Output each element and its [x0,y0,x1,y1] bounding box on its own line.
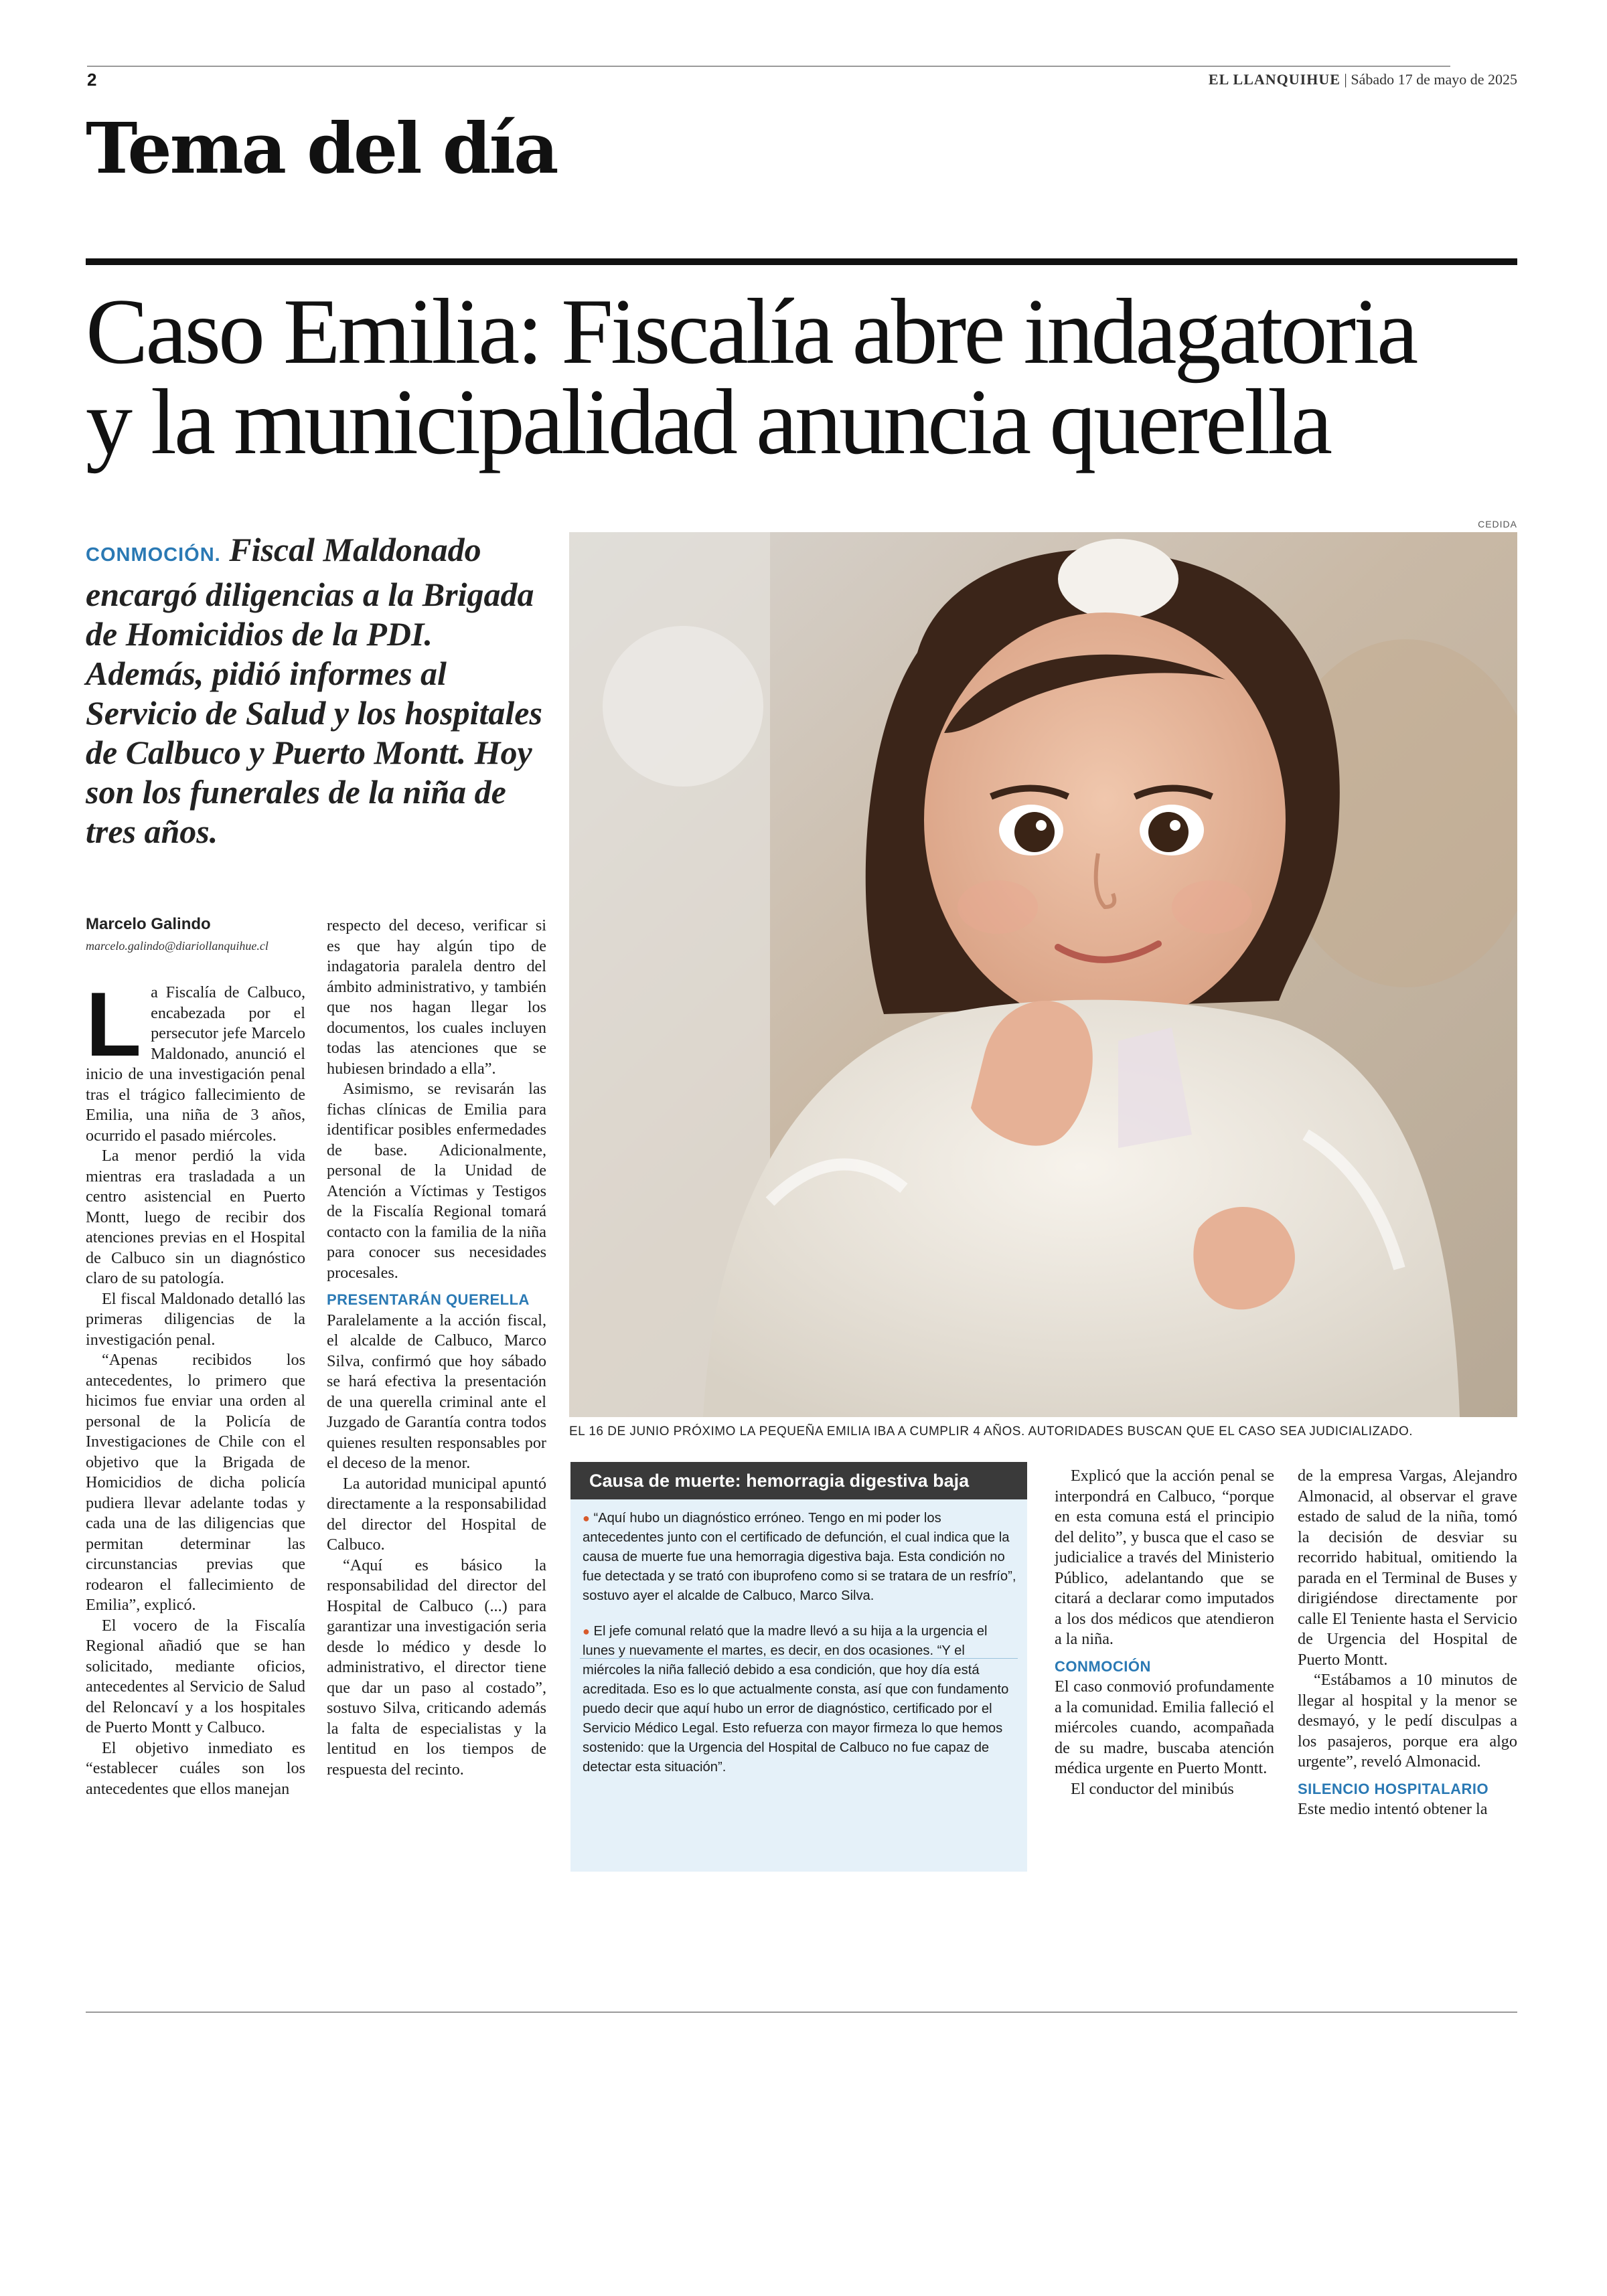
masthead: EL LLANQUIHUE | Sábado 17 de mayo de 2025 [1208,71,1517,88]
lead-kicker: CONMOCIÓN. [86,544,221,566]
issue-date: Sábado 17 de mayo de 2025 [1351,71,1517,88]
bullet-icon: ● [583,1511,590,1525]
paper-name: EL LLANQUIHUE [1208,71,1341,88]
paragraph-15: de la empresa Vargas, Alejandro Almonacid, al observar el grave estado de salud de la niña, tomó la decisión de desviar su recorrido habitual, omitiendo la parada en el Terminal de Buses y dirigiéndose directamente por calle El Teniente hasta el Servicio de Urgencia del Hospital de Puerto Montt. [1298,1467,1517,1669]
paragraph-5: El vocero de la Fiscalía Regional añadió que se han solicitado, mediante oficios, antecedentes al Servicio de Salud del Reloncaví y a los hospitales de Puerto Montt y Calbuco. [86,1616,305,1736]
article-column-4 [1298,1466,1517,1820]
paragraph-9: Paralelamente a la acción fiscal, el alcalde de Calbuco, Marco Silva, confirmó que hoy sábado se hará efectiva la presentación de una querella criminal ante el Juzgado de Garantía contra todos quienes resulten responsables por el deceso de la menor. [327,1311,546,1472]
byline-email[interactable]: marcelo.galindo@diariollanquihue.cl [86,939,269,953]
paragraph-13: El caso conmovió profundamente a la comunidad. Emilia falleció el miércoles cuando, acompañada de su madre, buscaba atención médica urgente en Puerto Montt. [1055,1677,1274,1777]
subhead-querella: PRESENTARÁN QUERELLA [327,1291,530,1308]
sidebar-divider [580,1658,1018,1659]
paragraph-12: Explicó que la acción penal se interpondrá en Calbuco, “porque en esta comuna está el principio del delito”, y busca que el caso se judicialice a través del Ministerio Público, adelantando que se citará a declarar como imputados a los dos médicos que atendieron a la niña. [1055,1467,1274,1648]
paragraph-11: “Aquí es básico la responsabilidad del director del Hospital de Calbuco (...) para garantizar una investigación seria desde lo médico y desde lo administrativo, el director tiene que dar un paso al costado”, sostuvo Silva, criticando además la falta de especialistas y la lentitud en los tiempos de respuesta del recinto. [327,1556,546,1779]
photo-credit: CEDIDA [1478,519,1517,529]
subhead-silencio: SILENCIO HOSPITALARIO [1298,1780,1489,1797]
sidebar-paragraph-2 [583,1622,1016,1777]
top-rule [87,66,1450,67]
sidebar-paragraph-2-text: El jefe comunal relató que la madre llevó a su hija a la urgencia el lunes y nuevamente el martes, es decir, en dos ocasiones. “Y el miércoles la niña falleció debido a esa condición, que hoy día está acreditada. Eso es lo que actualmente consta, así que con fundamento puedo decir que aquí hubo un error de diagnóstico, certificado por el Servicio Médico Legal. Esto refuerza con mayor firmeza lo que hemos sostenido: que la Urgencia del Hospital de Calbuco no fue capaz de detectar esta situación”. [583,1624,1009,1775]
article-column-3 [1055,1466,1274,1799]
section-rule [86,258,1517,265]
main-photo [569,532,1517,1417]
byline-author: Marcelo Galindo [86,915,211,933]
bottom-rule [86,2012,1517,2013]
headline-line-1: Caso Emilia: Fiscalía abre indagatoria [86,280,1416,384]
subhead-conmocion: CONMOCIÓN [1055,1657,1151,1675]
paragraph-2: La menor perdió la vida mientras era trasladada a un centro asistencial en Puerto Montt, luego de recibir dos atenciones previas en el Hospital de Calbuco sin un diagnóstico claro de su patología. [86,1147,305,1287]
sidebar-title: Causa de muerte: hemorragia digestiva baja [570,1462,1027,1499]
paragraph-6: El objetivo inmediato es “establecer cuáles son los antecedentes que ellos manejan [86,1738,305,1798]
section-title: Tema del día [86,107,557,189]
paragraph-7: respecto del deceso, verificar si es que hay algún tipo de indagatoria paralela dentro del ámbito administrativo, y también que nos hagan llegar los documentos, los cuales incluyen todas las atenciones que se hubiesen brindado a ella”. [327,916,546,1078]
girl-photo-illustration [569,532,1517,1417]
drop-cap: L [86,973,142,1075]
lead-paragraph [86,530,548,851]
photo-caption: EL 16 DE JUNIO PRÓXIMO LA PEQUEÑA EMILIA IBA A CUMPLIR 4 AÑOS. AUTORIDADES BUSCAN QUE EL CASO SEA JUDICIALIZADO. [569,1424,1413,1439]
headline [86,280,1525,474]
paragraph-4: “Apenas recibidos los antecedentes, lo primero que hicimos fue enviar una orden al personal de la Policía de Investigaciones de Chile con el objetivo que la Brigada de Homicidios de dicha policía pudiera llevar adelante todas y cada una de las diligencias que permitan determinar las circunstancias previas que rodearon el fallecimiento de Emilia”, explicó. [86,1351,305,1614]
paragraph-8: Asimismo, se revisarán las fichas clínicas de Emilia para identificar posibles enfermedades de base. Adicionalmente, personal de la Unidad de Atención a Víctimas y Testigos de la Fiscalía Regional tomará contacto con la familia de la niña para conocer sus necesidades procesales. [327,1080,546,1282]
paragraph-3: El fiscal Maldonado detalló las primeras diligencias de la investigación penal. [86,1289,305,1349]
bullet-icon: ● [583,1625,590,1638]
paragraph-16: “Estábamos a 10 minutos de llegar al hospital y la menor se desmayó, y le pedí disculpas a los pasajeros, porque era algo urgente”, reveló Almonacid. [1298,1671,1517,1771]
paragraph-1-text: a Fiscalía de Calbuco, encabezada por el persecutor jefe Marcelo Maldonado, anunció el inicio de una investigación penal tras el trágico fallecimiento de Emilia, una niña de 3 años, ocurrido el pasado miércoles. [86,983,305,1145]
paragraph-10: La autoridad municipal apuntó directamente a la responsabilidad del director del Hospital de Calbuco. [327,1474,546,1554]
paragraph-1 [86,973,305,1146]
article-column-2 [327,916,546,1780]
lead-text: Fiscal Maldonado encargó diligencias a la Brigada de Homicidios de la PDI. Además, pidió informes al Servicio de Salud y los hospitales de Calbuco y Puerto Montt. Hoy son los funerales de la niña de tres años. [86,531,542,850]
paragraph-17: Este medio intentó obtener la [1298,1800,1488,1818]
article-column-1 [86,973,305,1799]
sidebar-paragraph-1 [583,1509,1016,1606]
sidebar-text [583,1509,1016,1777]
sidebar-paragraph-1-text: “Aquí hubo un diagnóstico erróneo. Tengo en mi poder los antecedentes junto con el certificado de defunción, el cual indica que la causa de muerte fue una hemorragia digestiva baja. Esta condición no fue detectada y se trató con ibuprofeno como si se tratara de un resfrío”, sostuvo ayer el alcalde de Calbuco, Marco Silva. [583,1511,1016,1603]
page-number: 2 [87,70,97,90]
headline-line-2: y la municipalidad anuncia querella [86,370,1330,474]
paragraph-14: El conductor del minibús [1071,1779,1234,1798]
